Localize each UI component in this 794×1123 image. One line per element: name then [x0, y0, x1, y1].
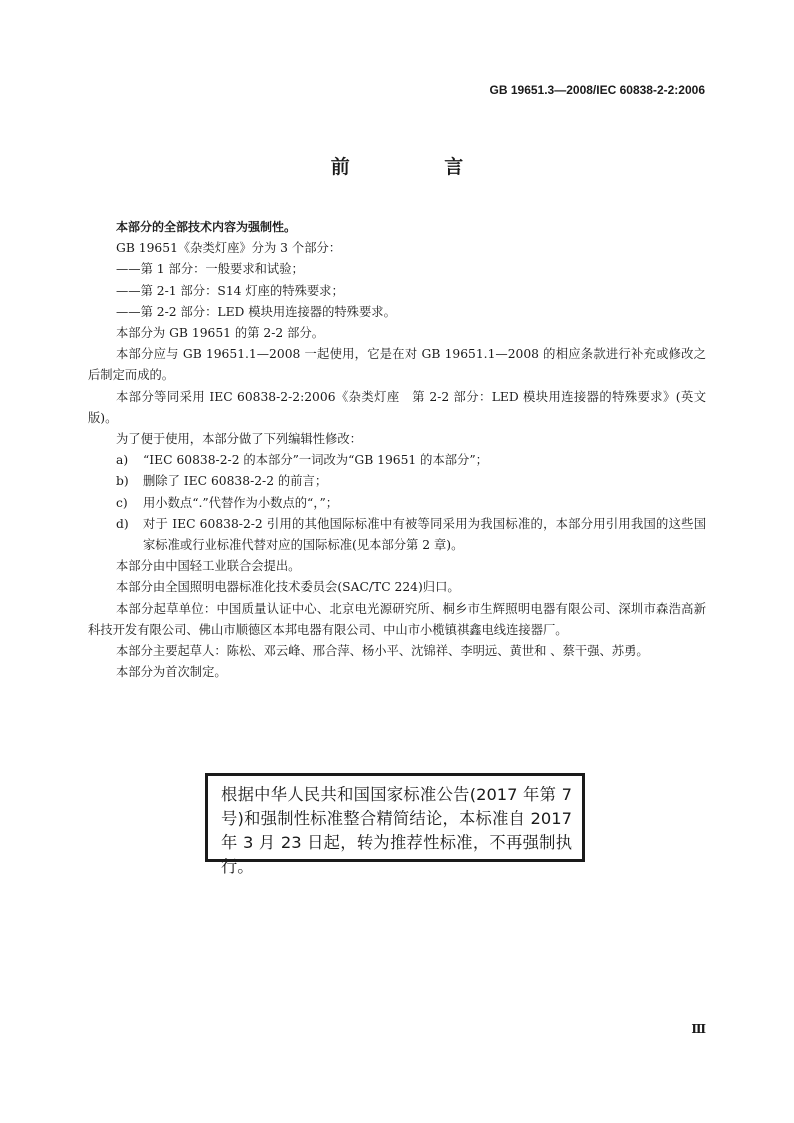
- page-number: Ⅲ: [691, 1022, 706, 1036]
- list-item-part-2-2: ——第 2-2 部分：LED 模块用连接器的特殊要求。: [116, 304, 396, 319]
- notice-box: [205, 773, 585, 876]
- list-item-part-1: ——第 1 部分：一般要求和试验；: [116, 262, 304, 277]
- standard-code: GB 19651.3—2008/IEC 60838-2-2:2006: [489, 83, 705, 97]
- list-item: [116, 493, 706, 514]
- paragraph-usage: [88, 344, 706, 386]
- page-title: 前 言: [330, 156, 508, 178]
- paragraph-equivalence: [88, 387, 706, 429]
- paragraph-committee: 本部分由全国照明电器标准化技术委员会(SAC/TC 224)归口。: [116, 580, 460, 595]
- list-marker: d): [116, 516, 129, 531]
- list-item: [116, 450, 706, 471]
- list-text: 删除了 IEC 60838-2-2 的前言；: [143, 474, 328, 489]
- list-text: “IEC 60838-2-2 的本部分”一词改为“GB 19651 的本部分”；: [143, 453, 488, 468]
- list-item: [116, 471, 706, 492]
- paragraph-mandatory: 本部分的全部技术内容为强制性。: [116, 220, 297, 234]
- paragraph-parts-intro: GB 19651《杂类灯座》分为 3 个部分：: [116, 241, 342, 256]
- preface-body: [88, 217, 706, 683]
- list-item-part-2-1: ——第 2-1 部分：S14 灯座的特殊要求；: [116, 283, 344, 298]
- list-item: [116, 514, 706, 556]
- paragraph-drafting-units-text: 本部分起草单位：中国质量认证中心、北京电光源研究所、桐乡市生辉照明电器有限公司、深圳市森浩高新科技开发有限公司、佛山市顺德区本邦电器有限公司、中山市小榄镇祺鑫电线连接器厂。: [88, 601, 706, 637]
- list-text: 用小数点“.”代替作为小数点的“，”；: [143, 495, 339, 510]
- list-marker: c): [116, 495, 128, 510]
- paragraph-proposer: 本部分由中国轻工业联合会提出。: [116, 559, 301, 574]
- paragraph-drafting-units: [88, 599, 706, 641]
- list-marker: a): [116, 453, 129, 468]
- notice-text: 根据中华人民共和国国家标准公告(2017 年第 7 号)和强制性标准整合精简结论，本标准自 2017 年 3 月 23 日起，转为推荐性标准，不再强制执行。: [221, 785, 572, 876]
- paragraph-first-edition: 本部分为首次制定。: [116, 665, 227, 680]
- list-marker: b): [116, 474, 129, 489]
- paragraph-equivalence-text: 本部分等同采用 IEC 60838-2-2:2006《杂类灯座 第 2-2 部分：LED 模块用连接器的特殊要求》(英文版)。: [88, 389, 706, 425]
- paragraph-usage-text: 本部分应与 GB 19651.1—2008 一起使用，它是在对 GB 19651.1—2008 的相应条款进行补充或修改之后制定而成的。: [88, 347, 706, 383]
- paragraph-this-part: 本部分为 GB 19651 的第 2-2 部分。: [116, 326, 324, 341]
- paragraph-edits-intro: 为了便于使用，本部分做了下列编辑性修改：: [116, 432, 362, 447]
- list-text: 对于 IEC 60838-2-2 引用的其他国际标准中有被等同采用为我国标准的，本部分用引用我国的这些国家标准或行业标准代替对应的国际标准(见本部分第 2 章)。: [143, 516, 706, 553]
- paragraph-drafters: 本部分主要起草人：陈松、邓云峰、邢合萍、杨小平、沈锦祥、李明远、黄世和 、蔡干强、苏勇。: [116, 644, 649, 659]
